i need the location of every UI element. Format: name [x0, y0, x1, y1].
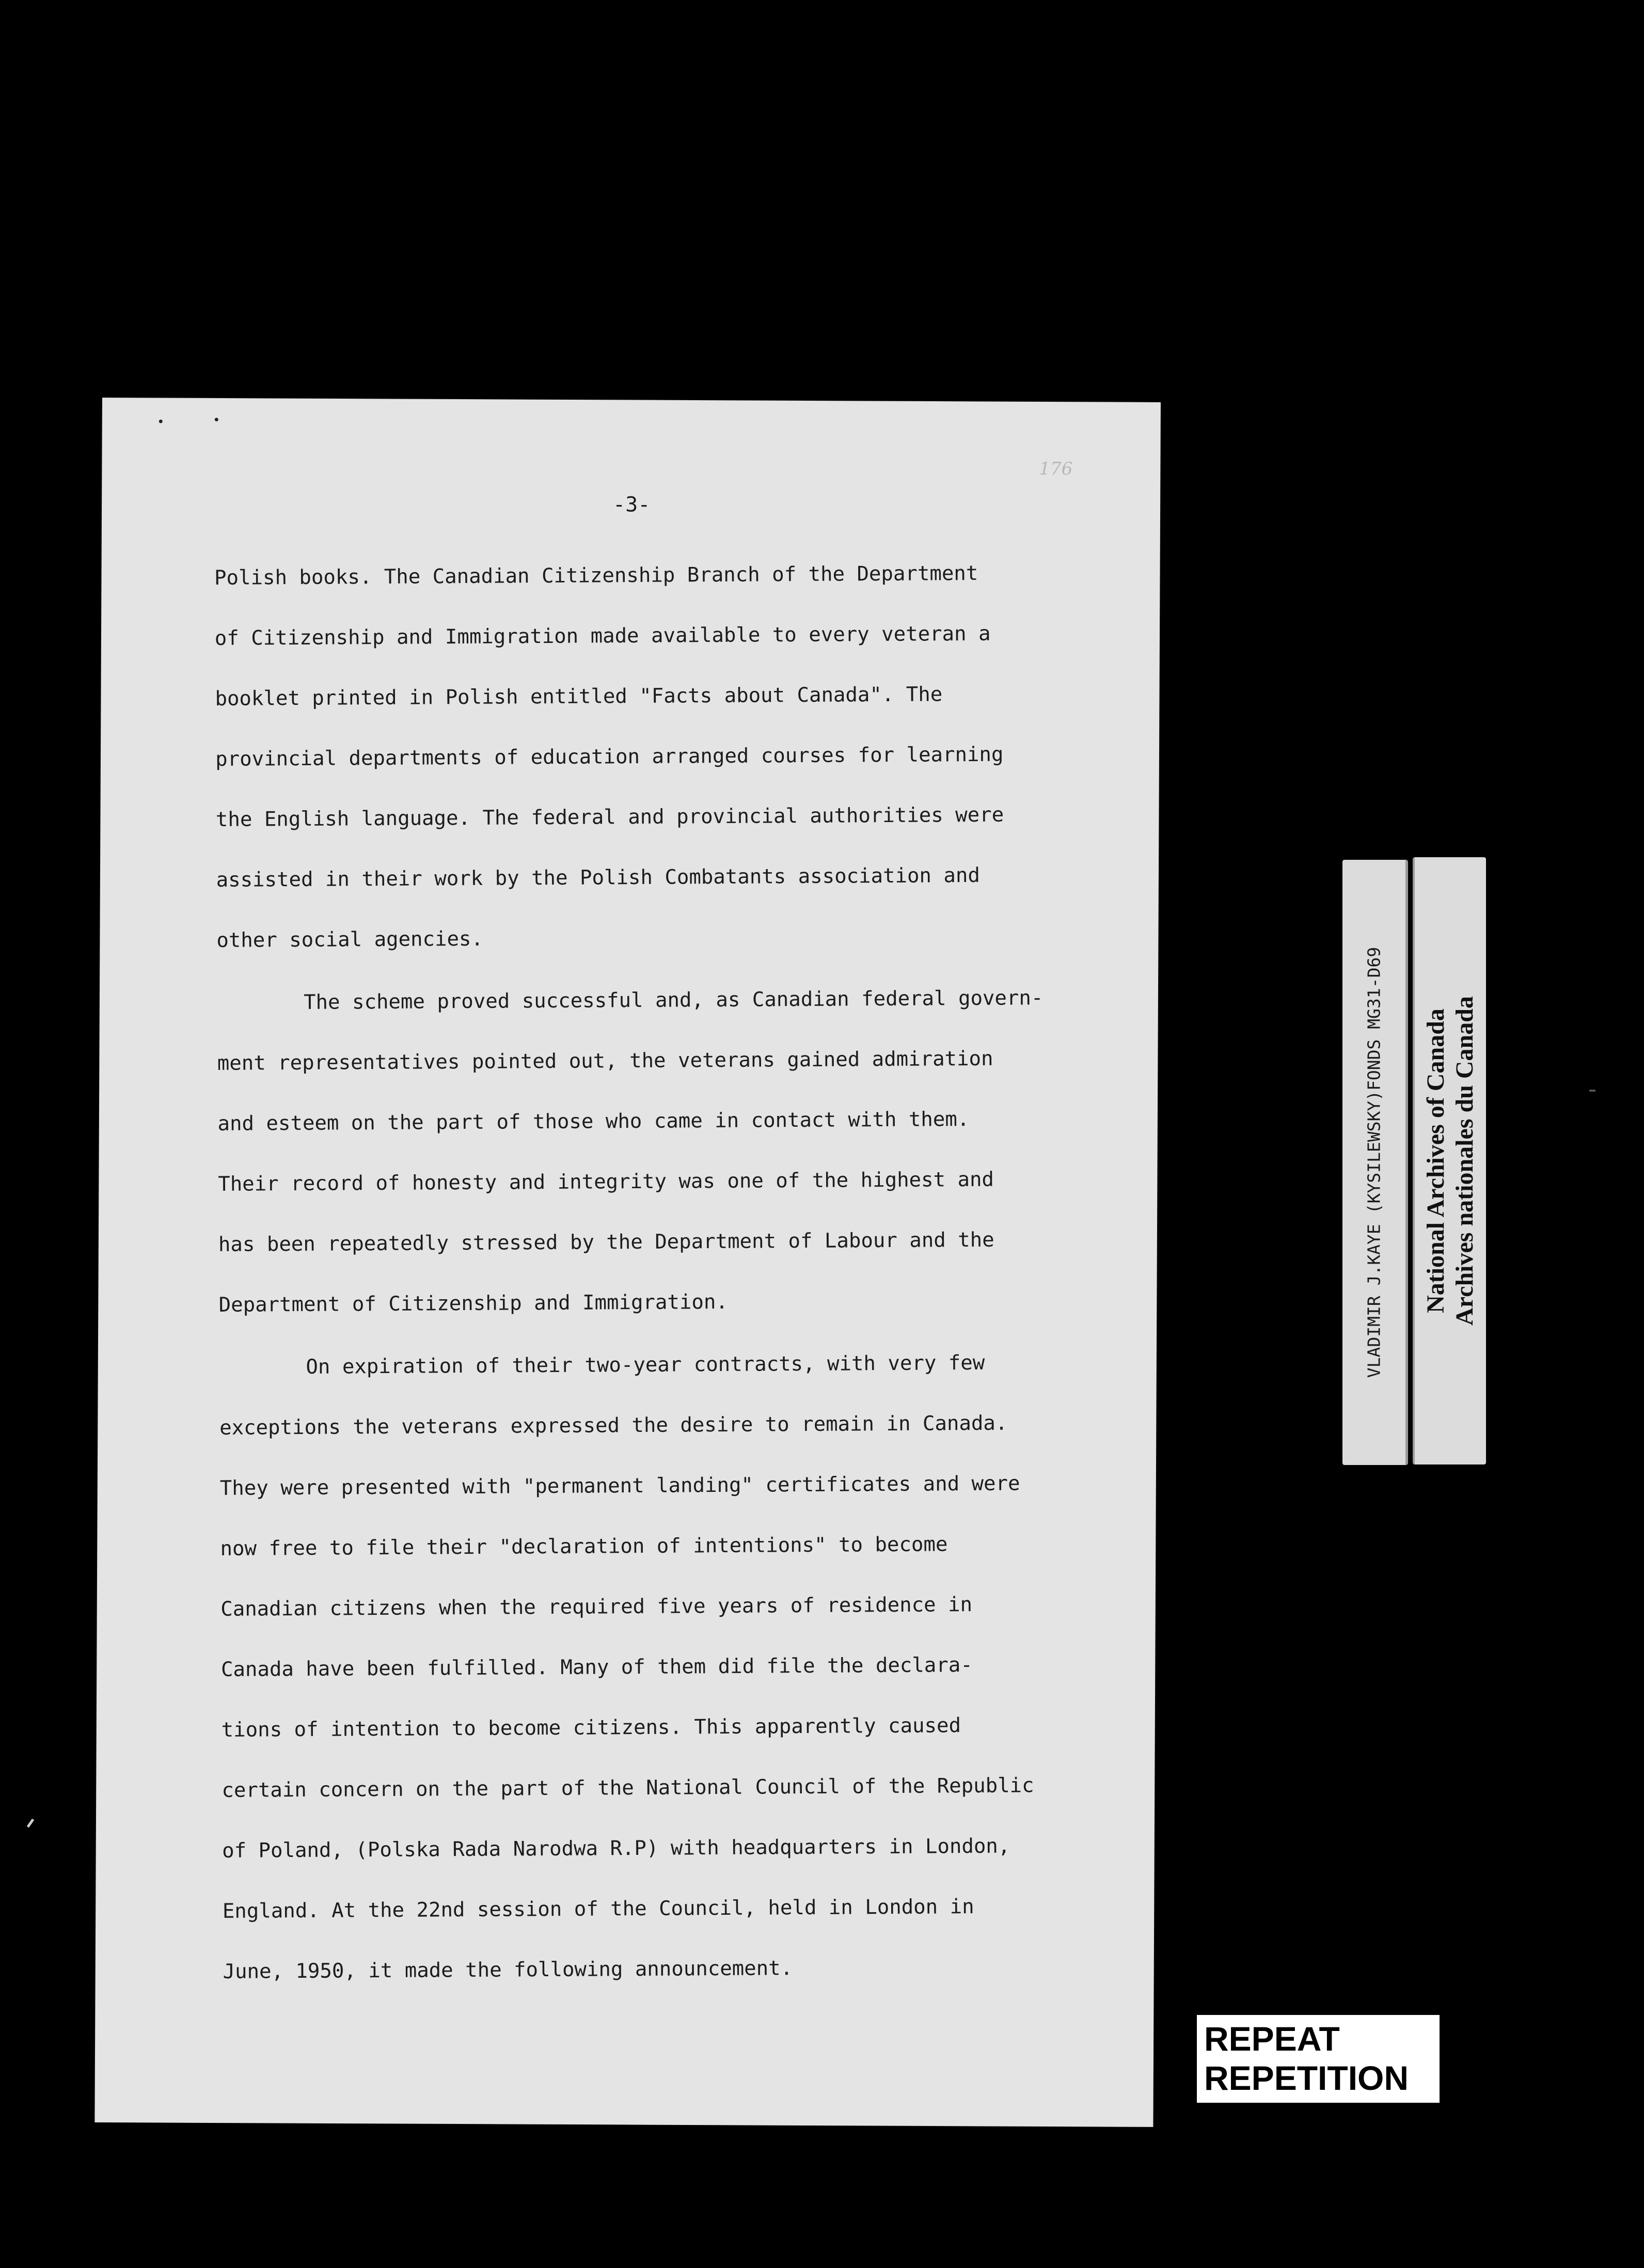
text-line: tions of intention to become citizens. This apparently caused: [221, 1714, 961, 1742]
fonds-label-text: VLADIMIR J.KAYE (KYSILEWSKY)FONDS MG31-D69: [1364, 947, 1384, 1378]
text-line: the English language. The federal and provincial authorities were: [215, 803, 1004, 831]
text-line: ment representatives pointed out, the veterans gained admiration: [217, 1047, 993, 1075]
text-line: England. At the 22nd session of the Council, held in London in: [222, 1895, 974, 1923]
fonds-label-strip: [1342, 860, 1408, 1465]
text-line: certain concern on the part of the National Council of the Republic: [222, 1774, 1034, 1802]
text-line: exceptions the veterans expressed the desire to remain in Canada.: [219, 1411, 1008, 1440]
text-line: On expiration of their two-year contracts, with very few: [306, 1351, 985, 1379]
repeat-label-line-1: REPEAT: [1204, 2020, 1340, 2058]
text-line: of Citizenship and Immigration made available to every veteran a: [214, 622, 991, 650]
text-line: provincial departments of education arranged courses for learning: [215, 743, 1004, 771]
repeat-label-line-2: REPETITION: [1204, 2059, 1409, 2097]
text-line: assisted in their work by the Polish Combatants association and: [216, 863, 981, 892]
punch-dot-right: [215, 418, 218, 421]
text-line: They were presented with "permanent landing" certificates and were: [219, 1472, 1020, 1500]
text-line: Their record of honesty and integrity was one of the highest and: [218, 1168, 994, 1196]
page-number: -3-: [613, 493, 651, 517]
pencil-folio-number: 176: [1039, 458, 1073, 480]
text-line: Polish books. The Canadian Citizenship Branch of the Department: [214, 561, 978, 590]
archives-label-en: National Archives of Canada: [1422, 1009, 1449, 1313]
text-line: Canada have been fulfilled. Many of them did file the declara-: [220, 1653, 973, 1681]
text-line: Canadian citizens when the required five years of residence in: [220, 1593, 973, 1621]
paragraph-3: [219, 1332, 1070, 2002]
paragraph-1: [214, 543, 1064, 971]
text-line: of Poland, (Polska Rada Narodwa R.P) with headquarters in London,: [222, 1834, 1010, 1863]
paragraph-2: [217, 968, 1066, 1335]
document-page: [94, 398, 1161, 2127]
archives-label-strip: [1413, 857, 1486, 1464]
text-line: Department of Citizenship and Immigration.: [218, 1290, 728, 1317]
text-line: other social agencies.: [216, 927, 484, 952]
repeat-repetition-label: [1197, 2015, 1440, 2103]
text-line: now free to file their "declaration of intentions" to become: [220, 1533, 948, 1561]
archives-label-text: [1421, 996, 1479, 1326]
text-line: and esteem on the part of those who came in contact with them.: [217, 1108, 970, 1136]
text-line: June, 1950, it made the following announcement.: [223, 1957, 793, 1983]
stray-dash: [1589, 1090, 1595, 1092]
archives-label-fr: Archives nationales du Canada: [1451, 996, 1478, 1326]
text-line: booklet printed in Polish entitled "Facts about Canada". The: [215, 683, 943, 711]
body-text: [214, 543, 1070, 2002]
text-line: has been repeatedly stressed by the Department of Labour and the: [218, 1228, 994, 1256]
punch-dot-left: [159, 419, 163, 423]
stray-mark: [27, 1819, 34, 1828]
text-line: The scheme proved successful and, as Canadian federal govern-: [303, 986, 1044, 1014]
